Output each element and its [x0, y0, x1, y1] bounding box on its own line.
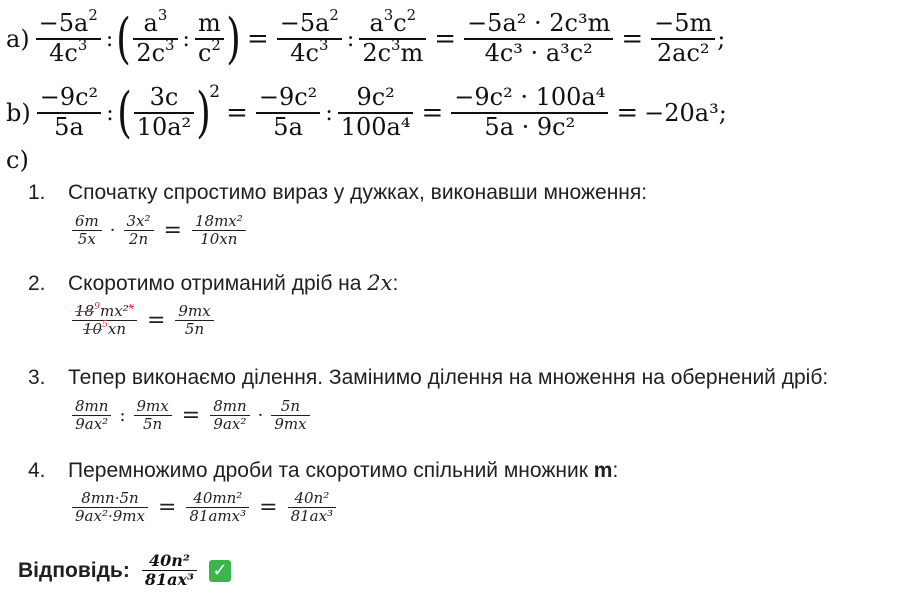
result: −20a³;: [644, 99, 727, 127]
right-paren: ): [226, 7, 241, 70]
fraction: $\frac{-5m}{\text{2ac²}}$: [651, 10, 715, 67]
equals-sign: =: [157, 495, 177, 521]
colon: :: [119, 405, 126, 427]
fraction: $\frac{a^3}{2c^3}$: [133, 10, 177, 67]
equals-sign: =: [246, 24, 269, 54]
fraction: $\frac{\text{−9c² · 100a⁴}}{\text{5a · 9c²}}$: [451, 84, 608, 141]
step-text: Скоротимо отриманий дріб на: [68, 272, 368, 295]
fraction: $\frac{9mx}{5n}$: [134, 398, 172, 434]
semicolon: ;: [717, 25, 726, 53]
fraction: $\frac{m}{c^2}$: [195, 10, 224, 67]
fraction: $\frac{6m}{5x}$: [72, 213, 102, 249]
exponent: 2: [209, 82, 221, 102]
step-variable: m: [593, 459, 613, 482]
fraction: $\frac{\text{−9c²}}{5a}$: [37, 84, 101, 141]
answer-fraction: $\frac{\text{40n²}}{\text{81ax³}}$: [142, 552, 197, 590]
answer-label: Відповідь:: [18, 558, 130, 582]
answer-row: [18, 552, 231, 590]
fraction: $\frac{3c}{\text{10a²}}$: [134, 84, 194, 141]
colon: :: [346, 26, 355, 52]
step-4: 4. Перемножимо дроби та скоротимо спільний множник m:: [28, 459, 619, 482]
colon: :: [106, 100, 114, 126]
fraction: $\frac{8mn}{\text{9ax²}}$: [210, 398, 249, 434]
part-a: [6, 4, 725, 74]
step-text: Спочатку спростимо вираз у дужках, виконавши множення:: [68, 181, 648, 204]
step-2: 2. Скоротимо отриманий дріб на 2x:: [28, 271, 399, 295]
step-text: Тепер виконаємо ділення. Замінимо ділення на множення на обернений дріб:: [68, 366, 829, 389]
step-text: Перемножимо дроби та скоротимо спільний множник: [68, 459, 594, 482]
fraction: $\frac{\text{3x²}}{2n}$: [124, 213, 154, 249]
equals-sign: =: [259, 495, 278, 521]
fraction: $\frac{-5a^2}{4c^3}$: [277, 10, 342, 67]
equals-sign: =: [621, 24, 644, 54]
fraction: $\frac{\text{9c²}}{\text{100a⁴}}$: [338, 84, 414, 141]
colon: :: [105, 26, 114, 52]
fraction: $\frac{9mx}{5n}$: [175, 303, 213, 339]
right-paren: ): [196, 81, 212, 144]
left-paren: (: [116, 81, 132, 144]
step-number: 3.: [28, 366, 46, 389]
step-number: 2.: [28, 272, 46, 295]
step-1: [28, 181, 647, 205]
equals-sign: =: [163, 218, 182, 244]
part-b: [6, 78, 727, 148]
part-c-label: c): [6, 146, 29, 174]
fraction: $\frac{\text{−9c²}}{5a}$: [256, 84, 320, 141]
step-3-math: [70, 398, 312, 434]
step-variable: 2x: [367, 271, 393, 295]
colon: :: [182, 26, 190, 52]
fraction: $\frac{\text{−5a² · 2c³m}}{\text{4c³ · a³c²}}$: [464, 10, 613, 67]
equals-sign: =: [226, 98, 248, 128]
fraction: $\frac{\text{40mn²}}{\text{81amx³}}$: [186, 490, 249, 526]
fraction: $\frac{8mn\cdot 5n}{\text{9ax²·9mx}}$: [72, 490, 148, 526]
fraction: $\frac{a^3c^2}{2c^3m}$: [359, 10, 426, 67]
multiply-dot: ·: [257, 405, 264, 427]
left-paren: (: [116, 7, 132, 70]
fraction: $\frac{18^9mx^2^x}{10^5xn}$: [72, 303, 137, 339]
part-b-label: b): [6, 99, 31, 127]
fraction: $\frac{-5a^2}{4c^3}$: [36, 10, 101, 67]
part-a-label: a): [6, 25, 30, 53]
step-2-math: [70, 303, 216, 339]
step-number: 4.: [28, 459, 46, 482]
fraction: $\frac{8mn}{\text{9ax²}}$: [72, 398, 111, 434]
step-3: [28, 366, 828, 390]
fraction: $\frac{5n}{9mx}$: [271, 398, 309, 434]
equals-sign: =: [181, 403, 201, 429]
check-mark-icon: ✓: [209, 560, 231, 582]
fraction: $\frac{\text{18mx²}}{10xn}$: [192, 213, 246, 249]
step-number: 1.: [28, 181, 46, 204]
fraction: $\frac{\text{40n²}}{\text{81ax³}}$: [288, 490, 337, 526]
equals-sign: =: [421, 98, 444, 128]
equals-sign: =: [616, 98, 639, 128]
step-1-math: [70, 213, 248, 249]
step-4-math: [70, 490, 338, 526]
equals-sign: =: [146, 308, 166, 334]
colon: :: [325, 100, 333, 126]
multiply-dot: ·: [109, 220, 116, 242]
equals-sign: =: [434, 24, 457, 54]
